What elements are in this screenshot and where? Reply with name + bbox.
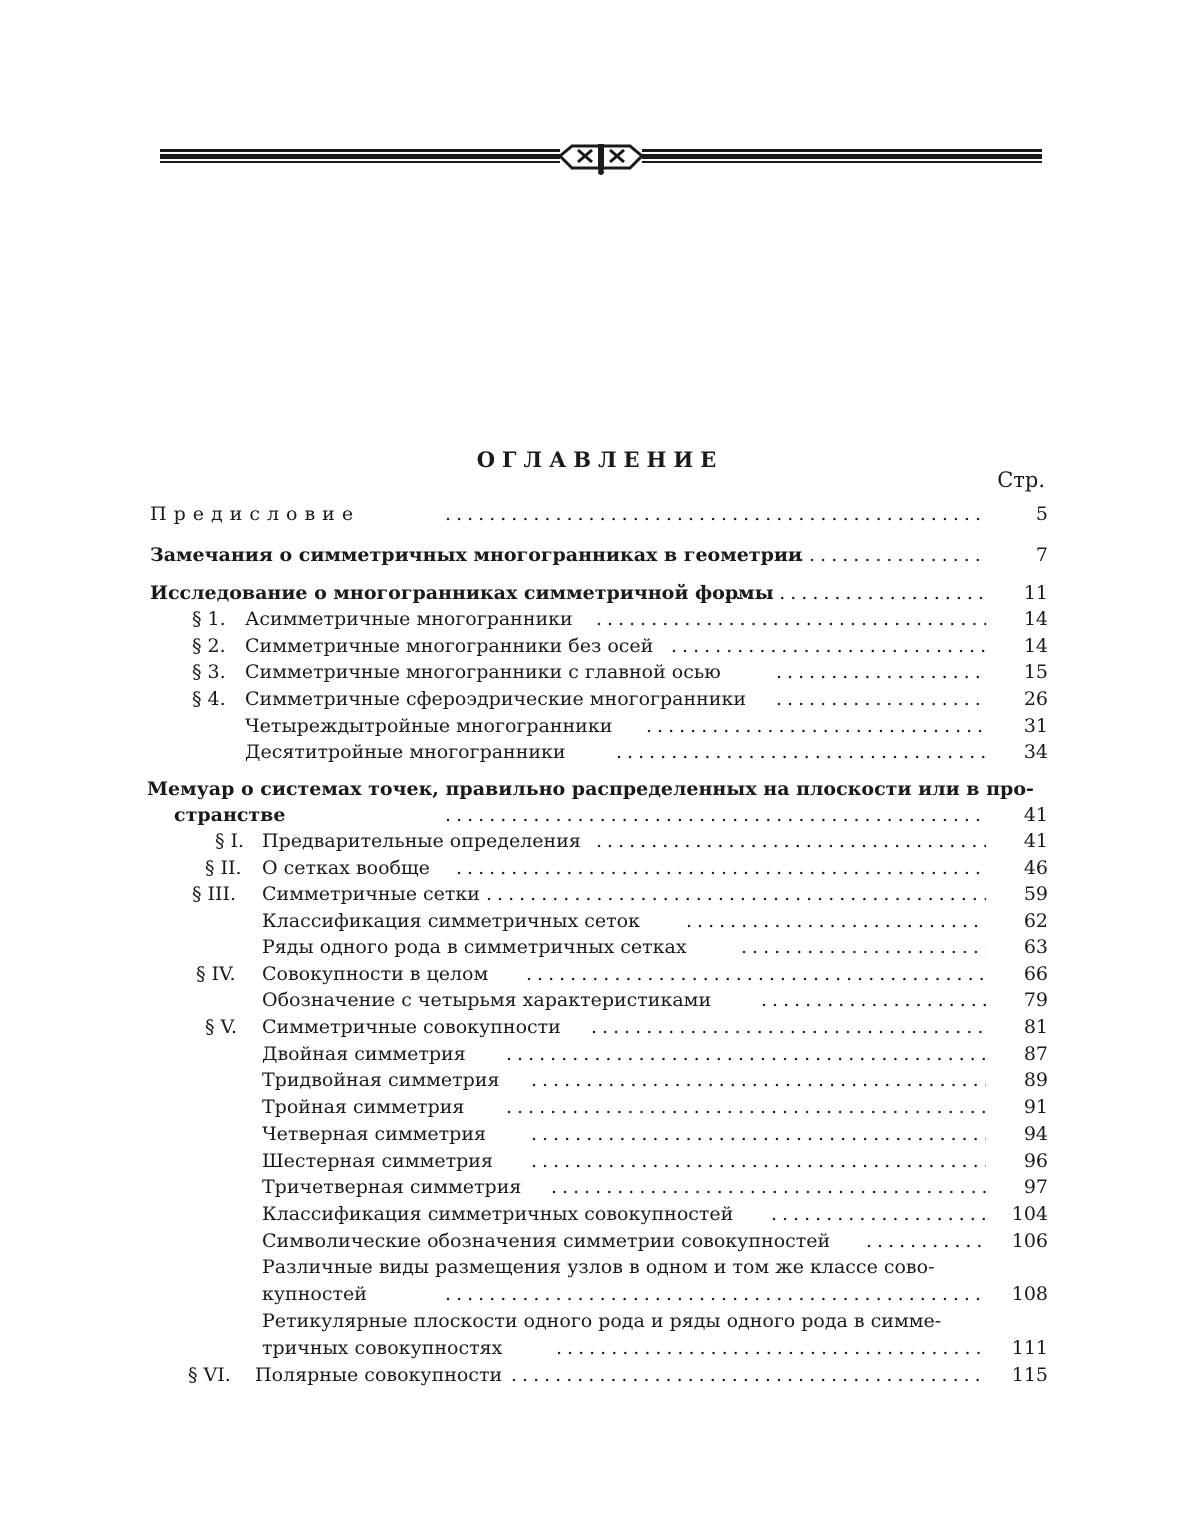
toc-entry	[150, 802, 1048, 829]
toc-entry-page: 11	[998, 580, 1048, 607]
toc-entry-page: 108	[998, 1281, 1048, 1308]
toc-entry	[150, 633, 1048, 660]
toc-entry-page: 94	[998, 1121, 1048, 1148]
toc-entry-text: купностей	[262, 1281, 367, 1308]
dot-leader: .......................................	[556, 1335, 986, 1362]
dot-leader: .................................................	[406, 1281, 986, 1308]
toc-entry-page: 104	[998, 1201, 1048, 1228]
dot-leader: ..........................................	[526, 961, 986, 988]
toc-entry-text: Симметричные совокупности	[262, 1014, 561, 1041]
toc-entry-text: Десятитройные многогранники	[245, 739, 566, 766]
toc-entry-text: Симметричные многогранники с главной осью	[245, 659, 721, 686]
toc-entry	[150, 1174, 1048, 1201]
dot-leader: ...................	[776, 686, 986, 713]
toc-entry-page: 115	[998, 1362, 1048, 1389]
toc-entry-page: 66	[998, 961, 1048, 988]
toc-entry	[150, 1308, 1048, 1335]
toc-entry	[150, 659, 1048, 686]
toc-entry-page: 46	[998, 855, 1048, 882]
toc-entry-text: Тридвойная симметрия	[262, 1067, 499, 1094]
dot-leader: ..............................	[646, 713, 986, 740]
toc-entry-text: О сетках вообще	[262, 855, 430, 882]
toc-entry-text: Классификация симметричных совокупностей	[262, 1201, 733, 1228]
toc-entry-text: Мемуар о системах точек, правильно распределенных на плоскости или в про-	[147, 776, 1034, 803]
dot-leader: ........................	[724, 580, 986, 607]
toc-entry-text: Обозначение с четырьмя характеристиками	[262, 987, 711, 1014]
toc-entry-page: 63	[998, 934, 1048, 961]
toc-entry-text: Симметричные многогранники без осей	[245, 633, 653, 660]
toc-entry-number: § 2.	[192, 633, 226, 660]
toc-entry	[150, 1014, 1048, 1041]
toc-entry-page: 14	[998, 606, 1048, 633]
toc-entry-text: Симметричные сфероэдрические многогранники	[245, 686, 746, 713]
dot-leader: .................................	[616, 739, 986, 766]
toc-entry-text: Ряды одного рода в симметричных сетках	[262, 934, 687, 961]
toc-entry	[150, 1041, 1048, 1068]
toc-entry-number: § 4.	[192, 686, 226, 713]
toc-entry	[150, 1121, 1048, 1148]
toc-entry-text: тричных совокупностях	[262, 1335, 502, 1362]
toc-entry	[150, 686, 1048, 713]
dot-leader: ............	[866, 1228, 986, 1255]
toc-entry-text: Различные виды размещения узлов в одном и том же классе сово-	[262, 1254, 935, 1281]
toc-entry-page: 34	[998, 739, 1048, 766]
toc-entry-text: Предварительные определения	[262, 828, 581, 855]
toc-entry-page: 87	[998, 1041, 1048, 1068]
dot-leader: ...........................	[686, 908, 986, 935]
toc-entry-text: Тричетверная симметрия	[262, 1174, 521, 1201]
dot-leader: .......................................	[551, 1174, 986, 1201]
toc-entry-text: Тройная симметрия	[262, 1094, 464, 1121]
dot-leader: ...................	[776, 542, 986, 569]
toc-entry-text: Предисловие	[150, 501, 360, 528]
toc-entry-page: 41	[998, 828, 1048, 855]
toc-entry	[150, 1281, 1048, 1308]
toc-entry-page: 79	[998, 987, 1048, 1014]
toc-entry	[150, 580, 1048, 607]
toc-entry-number: § II.	[205, 855, 242, 882]
dot-leader: ...........................................	[506, 1094, 986, 1121]
toc-entry	[150, 1228, 1048, 1255]
toc-entry-number: § I.	[215, 828, 244, 855]
toc-entry	[150, 987, 1048, 1014]
toc-entry-number: § 1.	[192, 606, 226, 633]
toc-entry-number: § VI.	[188, 1362, 231, 1389]
toc-entry-page: 106	[998, 1228, 1048, 1255]
toc-entry	[150, 934, 1048, 961]
toc-entry-page: 15	[998, 659, 1048, 686]
dot-leader: .........................................	[531, 1067, 986, 1094]
toc-entry-page: 7	[998, 542, 1048, 569]
toc-entry	[150, 739, 1048, 766]
toc-entry	[147, 776, 1045, 803]
toc-entry-page: 59	[998, 881, 1048, 908]
toc-entry	[150, 1067, 1048, 1094]
toc-entry-text: Исследование о многогранниках симметричной формы	[150, 580, 774, 607]
toc-entry-text: Классификация симметричных сеток	[262, 908, 640, 935]
toc-entry-text: Симметричные сетки	[262, 881, 480, 908]
toc-entry-page: 41	[998, 802, 1048, 829]
dot-leader: ...................	[776, 659, 986, 686]
toc-entry-page: 5	[998, 501, 1048, 528]
toc-entry-text: Полярные совокупности	[255, 1362, 502, 1389]
toc-entry-number: § III.	[192, 881, 236, 908]
toc-entry	[150, 1362, 1048, 1389]
dot-leader: .................................................	[486, 881, 986, 908]
toc-entry-text: Символические обозначения симметрии совокупностей	[262, 1228, 830, 1255]
dot-leader: ............................	[671, 633, 986, 660]
page-title: ОГЛАВЛЕНИЕ	[0, 447, 1200, 472]
dot-leader: .................................................	[376, 501, 986, 528]
dot-leader: .........................................	[531, 1121, 986, 1148]
toc-entry	[150, 908, 1048, 935]
dot-leader: ....................	[761, 987, 986, 1014]
toc-entry	[150, 1201, 1048, 1228]
toc-entry-text: Двойная симметрия	[262, 1041, 466, 1068]
toc-entry	[150, 501, 1048, 528]
dot-leader: ....................................	[596, 606, 986, 633]
dot-leader: ....................................	[591, 1014, 986, 1041]
toc-entry	[150, 606, 1048, 633]
toc-entry-page: 81	[998, 1014, 1048, 1041]
toc-entry-page: 26	[998, 686, 1048, 713]
toc-entry-page: 111	[998, 1335, 1048, 1362]
toc-entry-page: 96	[998, 1148, 1048, 1175]
toc-entry-number: § V.	[205, 1014, 237, 1041]
toc-entry	[150, 828, 1048, 855]
toc-entry	[150, 961, 1048, 988]
toc-entry-number: § 3.	[192, 659, 226, 686]
toc-entry	[150, 1254, 1048, 1281]
toc-entry-number: § IV.	[196, 961, 235, 988]
dot-leader: .................................................	[456, 855, 986, 882]
toc-entry-text: Четверная симметрия	[262, 1121, 486, 1148]
toc-entry-text: Совокупности в целом	[262, 961, 488, 988]
toc-entry-page: 97	[998, 1174, 1048, 1201]
dot-leader: ........................	[741, 934, 986, 961]
dot-leader: ...........................................	[511, 1362, 986, 1389]
toc-entry	[150, 855, 1048, 882]
toc-entry	[150, 1094, 1048, 1121]
toc-entry	[150, 881, 1048, 908]
toc-entry-page: 31	[998, 713, 1048, 740]
toc-entry-text: Ретикулярные плоскости одного рода и ряды одного рода в симме-	[262, 1308, 941, 1335]
toc-entry-page: 14	[998, 633, 1048, 660]
dot-leader: ...................	[771, 1201, 986, 1228]
toc-entry-text: Асимметричные многогранники	[245, 606, 573, 633]
dot-leader: .........................................	[531, 1148, 986, 1175]
dot-leader: ...........................................	[506, 1041, 986, 1068]
page-column-label: Стр.	[997, 468, 1045, 492]
toc-entry-page: 62	[998, 908, 1048, 935]
toc-entry	[150, 542, 1048, 569]
toc-entry-page: 91	[998, 1094, 1048, 1121]
toc-entry	[150, 1335, 1048, 1362]
toc-entry-text: Замечания о симметричных многогранниках в геометрии	[150, 542, 802, 569]
dot-leader: .................................................	[291, 802, 986, 829]
toc-entry-text: Шестерная симметрия	[262, 1148, 493, 1175]
toc-entry-text: Четыреждытройные многогранники	[245, 713, 612, 740]
toc-entry-text: странстве	[174, 802, 285, 829]
dot-leader: ....................................	[596, 828, 986, 855]
toc-entry	[150, 713, 1048, 740]
toc-entry	[150, 1148, 1048, 1175]
toc-entry-page: 89	[998, 1067, 1048, 1094]
header-ornament	[160, 140, 1042, 176]
